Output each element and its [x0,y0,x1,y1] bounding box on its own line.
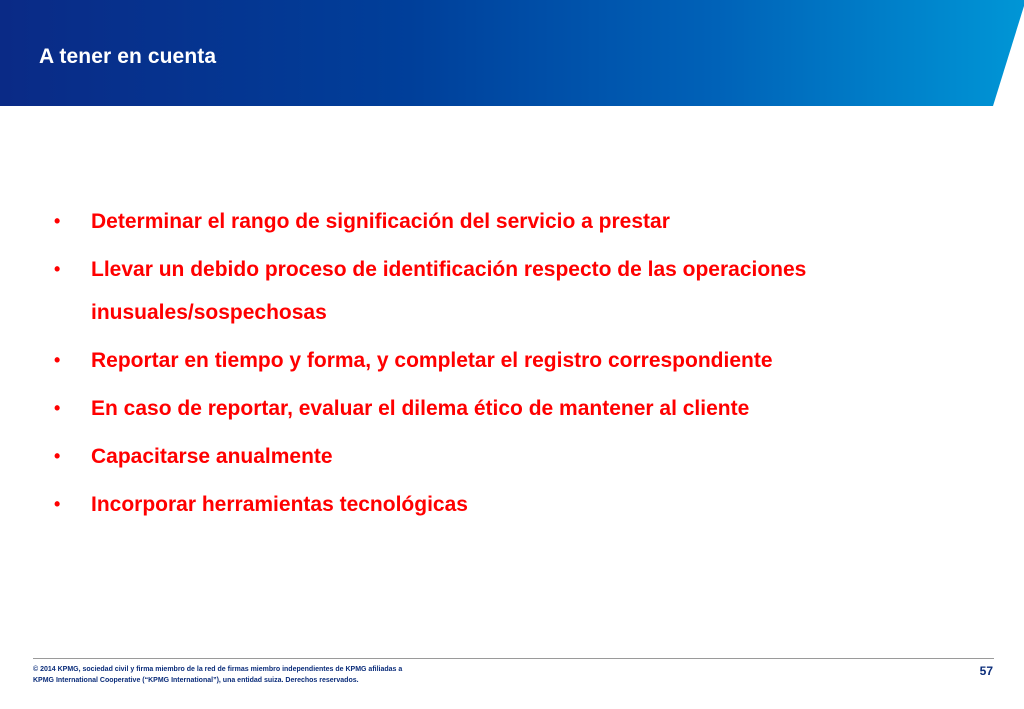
slide-title: A tener en cuenta [39,45,217,68]
bullet-text: Reportar en tiempo y forma, y completar el registro correspondiente [91,349,773,372]
page-number: 57 [979,664,993,678]
bullet-text: Llevar un debido proceso de identificación respecto de las operaciones inusuales/sospechosas [91,258,807,324]
copyright-line: © 2014 KPMG, sociedad civil y firma miembro de la red de firmas miembro independientes de KPMG afiliadas a [33,666,403,673]
bullet-list [54,200,954,531]
bullet-item [54,435,954,478]
bullet-dot-icon: • [54,350,61,370]
bullet-dot-icon: • [54,446,61,466]
bullet-item [54,339,954,382]
bullet-item [54,248,954,334]
bullet-text: Incorporar herramientas tecnológicas [91,493,468,516]
copyright-notice [33,664,453,686]
copyright-line: KPMG International Cooperative (“KPMG International”), una entidad suiza. Derechos reservados. [33,677,359,684]
bullet-item [54,387,954,430]
bullet-dot-icon: • [54,211,61,231]
bullet-dot-icon: • [54,398,61,418]
bullet-text: Capacitarse anualmente [91,445,333,468]
bullet-item [54,483,954,526]
footer-divider [33,658,994,659]
bullet-text: En caso de reportar, evaluar el dilema ético de mantener al cliente [91,397,750,420]
bullet-item [54,200,954,243]
bullet-dot-icon: • [54,494,61,514]
bullet-dot-icon: • [54,259,61,279]
bullet-text: Determinar el rango de significación del servicio a prestar [91,210,670,233]
